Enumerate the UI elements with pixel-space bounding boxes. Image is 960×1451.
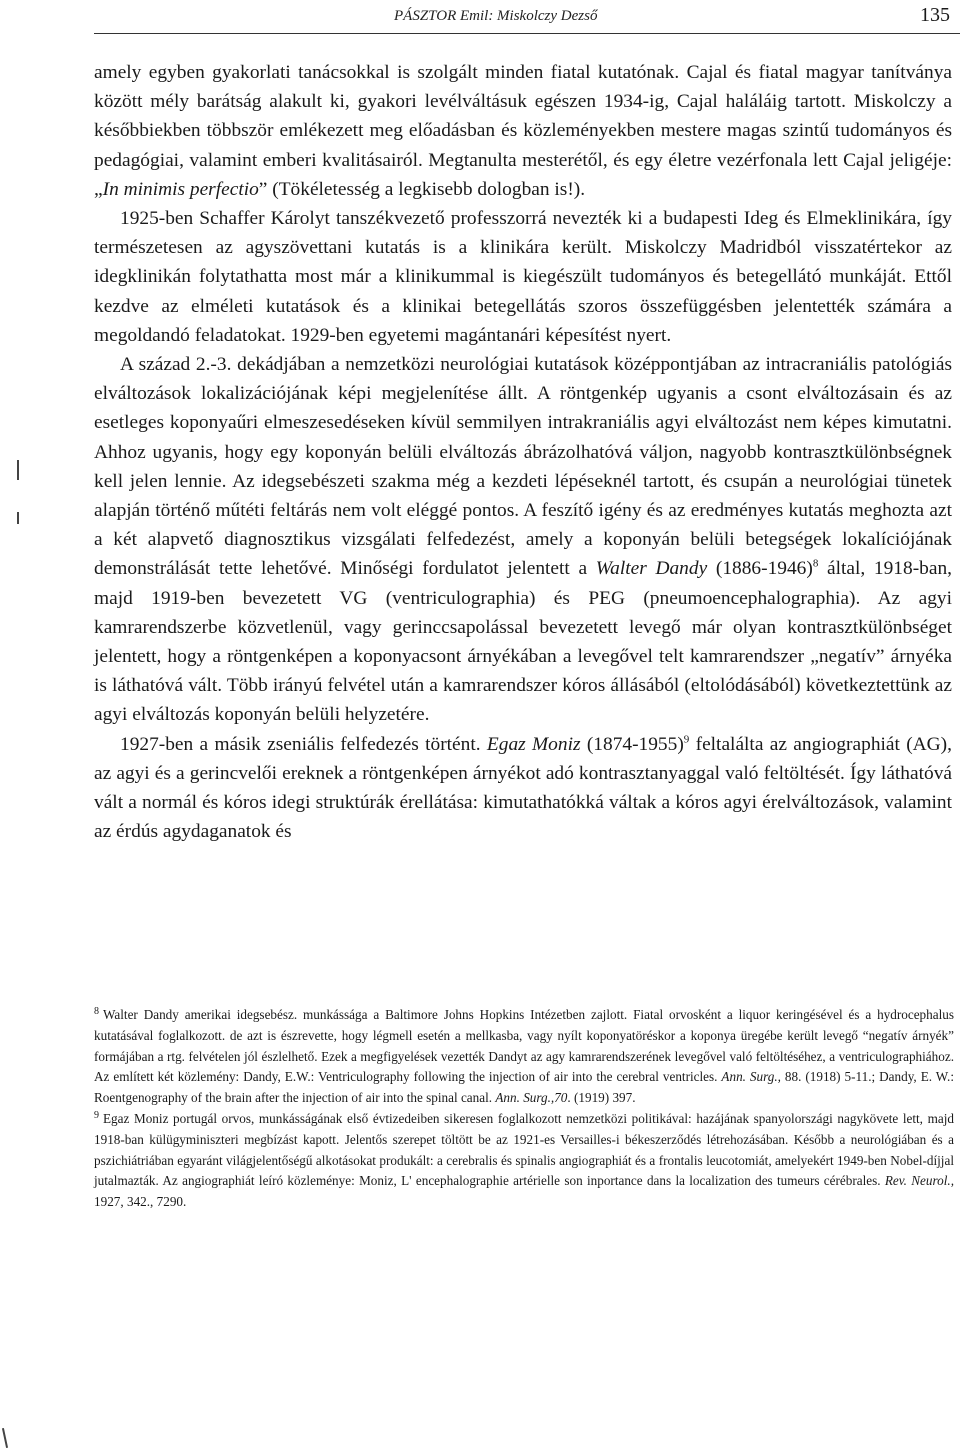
scan-margin-mark xyxy=(17,460,19,480)
cajal-motto: In minimis perfectio xyxy=(102,178,259,200)
paragraph-1 xyxy=(94,58,952,204)
scan-margin-mark xyxy=(2,1428,8,1448)
paragraph-1-text: amely egyben gyakorlati tanácsokkal is szolgált minden fiatal kutatónak. Cajal és fiatal magyar tanítványa között mély barátság alakult ki, gyakori levélváltásuk egészen 1934-ig, Cajal haláláig tartott. Miskolczy a későbbiekben többször emlékezett meg előadásban és közleményekben mestere magas szintű tudományos és pedagógiai, valamint emberi kvalitásairól. Megtanulta mesterétől, és egy életre vezérfonala lett Cajal jeligéje: „ xyxy=(94,62,952,200)
paragraph-3-text: A század 2.-3. dekádjában a nemzetközi neurológiai kutatások középpontjában az intracraniális patológiás elváltozások lokalizációjának képi megjelenítése állt. A röntgenkép ugyanis a csont elváltozásain és az esetleges koponyaűri elmeszesedéseken kívül semmilyen intrakraniális agyi elváltozást nem képes kimutatni. Ahhoz ugyanis, hogy egy koponyán belüli elváltozás ábrázolhatóvá váljon, nagyobb kontrasztkülönbségnek kell jelen lennie. Az idegsebészeti szakma még a kezdeti lépéseknél tartott, és csupán a neurológiai tünetek alapján történő műtéti feltárás nem volt eléggé pontos. A feszítő igény és az eredményes kutatás meghozta azt a két alapvető diagnosztikus vizsgálati felfedezést, amely a koponyán belüli betegségek lokalíciójának demonstrálását tette lehetővé. Minőségi fordulatot jelentett a xyxy=(94,354,952,580)
footnote-8-text: Walter Dandy amerikai idegsebész. munkássága a Baltimore Johns Hopkins Intézetben zajlott. Fiatal orvosként a liquor keringésével és a hydrocephalus kutatásával foglalkozott. de azt is észrevette, hogy légmell esetén a mellkasba, vagy nyílt koponyatöréskor a koponya üregébe került levegő “negatív árnyék” formájában a rtg. felvételen jól észlelhető. Ezek a megfigyelések vezették Dandyt az agy kamrarendszerének levegővel való feltöltéséhez, a ventriculographiához. Az említett két közlemény: Dandy, E.W.: Ventriculography following the injection of air into the cerebral ventricles. xyxy=(94,1007,954,1085)
scan-margin-mark xyxy=(17,512,19,524)
running-header xyxy=(94,0,960,40)
footnote-8-journal-2: Ann. Surg.,70 xyxy=(495,1090,568,1106)
paragraph-3-text-end: által, 1918-ban, majd 1919-ben bevezetett VG (ventriculographia) és PEG (pneumoencephalographia). Az agyi kamrarendszerbe közvetlenül, vagy gerinccsapolással bevezetett levegő már olyan kontrasztkülönbséget jelentett, hogy a röntgenképen a koponyacsont árnyékában a levegővel telt kamrarendszer „negatív” árnyéka is láthatóvá vált. Több irányú felvétel után a kamrarendszer kóros állásából (eltolódásából) következtettünk az agyi elváltozás koponyán belüli helyzetére. xyxy=(94,558,952,726)
footnotes xyxy=(94,1005,954,1213)
footnote-ref-9[interactable]: 9 xyxy=(683,733,690,746)
header-title: PÁSZTOR Emil: Miskolczy Dezső xyxy=(394,8,598,24)
footnote-8-mark: 8 xyxy=(94,1005,99,1017)
header-rule xyxy=(94,33,960,34)
paragraph-2: 1925-ben Schaffer Károlyt tanszékvezető professzorrá nevezték ki a budapesti Ideg és Elmeklinikára, így természetesen az agyszövettani kutatás is a klinikára került. Miskolczy Madridból visszatértekor az idegklinikán folytathatta most már a klinikummal is kiegészült tudományos és betegellátó munkáját. Ettől kezdve az elméleti kutatások és a klinikai betegellátás szoros összefüggésben jelentették számára a megoldandó feladatokat. 1929-ben egyetemi magántanári képesítést nyert. xyxy=(94,208,952,346)
body-text xyxy=(94,58,952,846)
paragraph-1-text-end: ” (Tökéletesség a legkisebb dologban is!). xyxy=(258,178,586,200)
footnote-8 xyxy=(94,1005,954,1109)
paragraph-4-text: 1927-ben a másik zseniális felfedezés történt. xyxy=(120,733,487,755)
footnote-9-journal: Rev. Neurol., xyxy=(884,1173,954,1189)
footnote-8-text-2: 88. (1918) 5-11.; Dandy, E. W.: Roentgenography of the brain after the injection of air into the spinal canal. xyxy=(94,1069,954,1106)
dandy-dates: (1886-1946) xyxy=(707,558,813,580)
paragraph-4-text-end: feltalálta az angiographiát (AG), az agyi és a gerincvelői ereknek a röntgenképen árnyékot adó kontrasztanyaggal való feltöltését. Így láthatóvá vált a normál és kóros idegi struktúrák érellátása: kimutathatókká váltak a kóros agyi érelváltozások, valamint az érdús agydaganatok és xyxy=(94,733,952,843)
moniz-dates: (1874-1955) xyxy=(580,733,684,755)
paragraph-3 xyxy=(94,350,952,730)
footnote-9 xyxy=(94,1109,954,1213)
name-walter-dandy: Walter Dandy xyxy=(595,558,708,580)
footnote-9-text: Egaz Moniz portugál orvos, munkásságának első évtizedeiben sikeresen foglalkozott nemzetközi politikával: hazájának spanyolországi nagykövete lett, majd 1918-ban külügyminiszteri megbízást kapott. Jelentős szerepet töltött be az 1921-es Versailles-i békeszerződés létrehozásában. Később a neurológiában és a pszichiátriában egyaránt világjelentőségű alkotásokat produkált: a cerebralis és spinalis angiographiát és a frontalis leucotomiát, amelyekért 1949-ben Nobel-díjjal jutalmazták. Az angiographiát leíró közleménye: Moniz, L' encephalographie artérielle son inportance dans la localization des tumeurs cérébrales. xyxy=(94,1110,954,1189)
footnote-8-text-3: . (1919) 397. xyxy=(567,1090,636,1106)
footnote-8-journal-1: Ann. Surg., xyxy=(721,1069,781,1085)
page-number: 135 xyxy=(920,4,950,26)
footnote-9-text-2: 1927, 342., 7290. xyxy=(94,1194,187,1210)
name-egaz-moniz: Egaz Moniz xyxy=(486,733,581,755)
paragraph-4 xyxy=(94,730,952,847)
footnote-9-mark: 9 xyxy=(94,1109,99,1121)
footnote-ref-8[interactable]: 8 xyxy=(812,557,819,570)
